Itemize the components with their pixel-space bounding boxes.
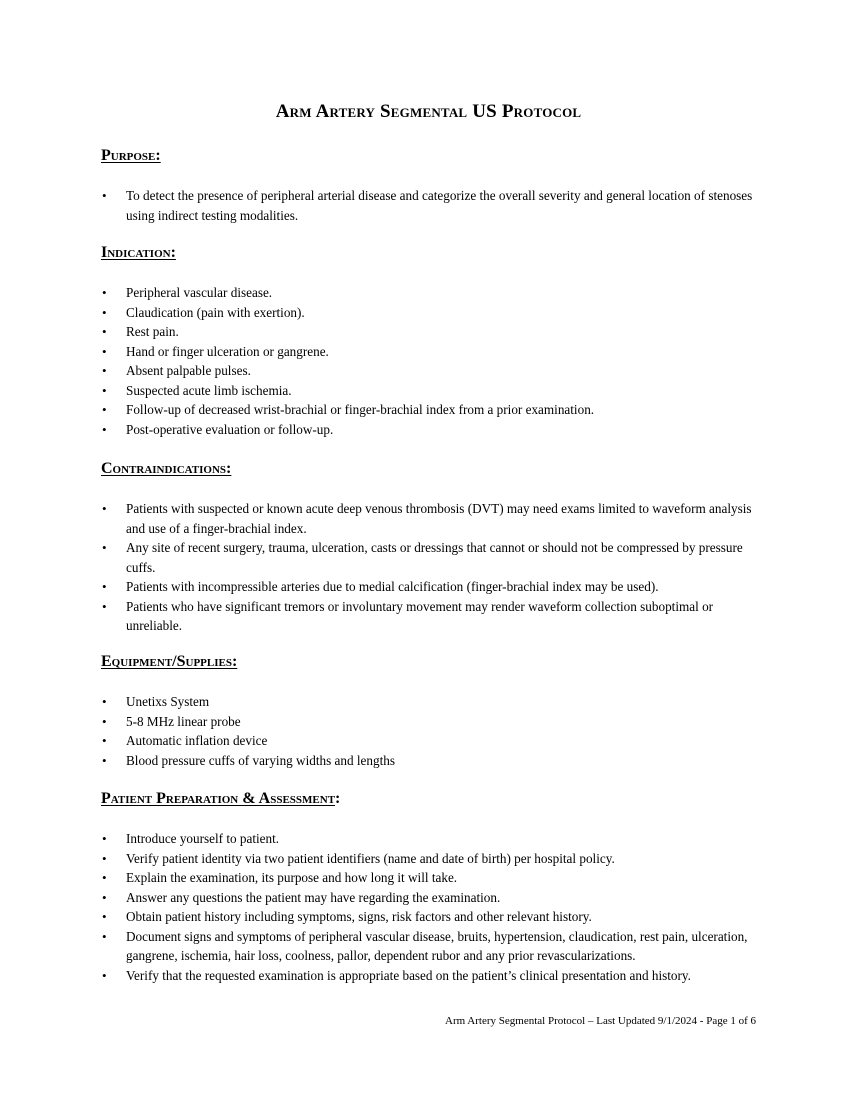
bullet-icon: •	[102, 285, 107, 300]
list-item	[101, 888, 761, 908]
bullet-icon: •	[102, 598, 107, 614]
bullet-icon: •	[102, 694, 107, 709]
purpose-section	[101, 147, 761, 223]
list-item-text: Automatic inflation device	[126, 733, 268, 748]
list-item-text: Claudication (pain with exertion).	[126, 304, 305, 320]
list-item	[101, 361, 761, 381]
list-item-text: Explain the examination, its purpose and how long it will take.	[126, 870, 458, 885]
equipment-section	[101, 653, 761, 768]
list-item-text: Any site of recent surgery, trauma, ulceration, casts or dressings that cannot or should not be compressed by pressure cuffs.	[126, 540, 743, 575]
page-footer: Arm Artery Segmental Protocol – Last Updated 9/1/2024 - Page 1 of 6	[445, 1015, 756, 1027]
list-item-text: Peripheral vascular disease.	[126, 285, 273, 300]
list-item-text: Patients who have significant tremors or involuntary movement may render waveform collection suboptimal or unreliable.	[126, 598, 714, 633]
list-item	[101, 420, 761, 440]
preparation-list	[101, 829, 761, 985]
list-item	[101, 927, 761, 966]
list-item	[101, 731, 761, 751]
list-item-text: Post-operative evaluation or follow-up.	[126, 421, 334, 437]
bullet-icon: •	[102, 928, 107, 944]
purpose-heading-text: Purpose:	[101, 147, 161, 164]
contraindications-list	[101, 499, 761, 636]
list-item-text: Introduce yourself to patient.	[126, 831, 280, 846]
list-item	[101, 966, 761, 986]
list-item	[101, 538, 761, 577]
list-item	[101, 283, 761, 303]
list-item-text: Answer any questions the patient may have regarding the examination.	[126, 889, 501, 905]
bullet-icon: •	[102, 967, 107, 983]
indication-heading	[101, 244, 761, 262]
contraindications-heading	[101, 460, 761, 478]
list-item-text: Follow-up of decreased wrist-brachial or finger-brachial index from a prior examination.	[126, 402, 595, 417]
list-item	[101, 186, 761, 225]
preparation-section	[101, 790, 761, 983]
list-item	[101, 829, 761, 849]
list-item	[101, 342, 761, 362]
equipment-list	[101, 692, 761, 770]
list-item-text: 5-8 MHz linear probe	[126, 713, 241, 729]
bullet-icon: •	[102, 579, 107, 594]
bullet-icon: •	[102, 304, 107, 320]
list-item	[101, 849, 761, 869]
indication-section	[101, 244, 761, 437]
bullet-icon: •	[102, 752, 107, 768]
preparation-heading-text: Patient Preparation & Assessment	[101, 790, 336, 807]
list-item	[101, 692, 761, 712]
list-item	[101, 907, 761, 927]
bullet-icon: •	[102, 402, 107, 417]
list-item-text: Absent palpable pulses.	[126, 363, 251, 378]
list-item	[101, 303, 761, 323]
bullet-icon: •	[102, 889, 107, 905]
list-item	[101, 381, 761, 401]
bullet-icon: •	[102, 733, 107, 748]
list-item-text: Unetixs System	[126, 694, 210, 709]
list-item	[101, 712, 761, 732]
list-item-text: Verify patient identity via two patient identifiers (name and date of birth) per hospital policy.	[126, 850, 615, 866]
preparation-heading-colon: :	[335, 790, 341, 807]
equipment-heading	[101, 653, 761, 671]
list-item-text: To detect the presence of peripheral arterial disease and categorize the overall severity and general location of stenoses using indirect testing modalities.	[126, 188, 753, 223]
list-item-text: Patients with suspected or known acute deep venous thrombosis (DVT) may need exams limited to waveform analysis and use of a finger-brachial index.	[126, 501, 752, 536]
bullet-icon: •	[102, 324, 107, 339]
bullet-icon: •	[102, 540, 107, 555]
document-title: Arm Artery Segmental US Protocol	[275, 101, 582, 122]
purpose-heading	[101, 147, 761, 165]
list-item-text: Patients with incompressible arteries due to medial calcification (finger-brachial index may be used).	[126, 579, 659, 594]
list-item-text: Blood pressure cuffs of varying widths and lengths	[126, 752, 395, 768]
equipment-heading-text: Equipment/Supplies:	[101, 653, 238, 670]
contraindications-heading-text: Contraindications:	[101, 460, 232, 477]
list-item	[101, 751, 761, 771]
preparation-heading	[101, 790, 761, 808]
list-item-text: Rest pain.	[126, 324, 179, 339]
list-item	[101, 597, 761, 636]
bullet-icon: •	[102, 713, 107, 729]
bullet-icon: •	[102, 850, 107, 866]
list-item	[101, 577, 761, 597]
list-item-text: Obtain patient history including symptoms, signs, risk factors and other relevant history.	[126, 909, 592, 924]
list-item-text: Document signs and symptoms of peripheral vascular disease, bruits, hypertension, claudication, rest pain, ulceration, gangrene, ischemia, hair loss, coolness, pallor, dependent rubor and any prior revascularizations.	[126, 928, 748, 963]
list-item	[101, 322, 761, 342]
bullet-icon: •	[102, 501, 107, 516]
purpose-list	[101, 186, 761, 225]
list-item-text: Suspected acute limb ischemia.	[126, 382, 292, 398]
indication-heading-text: Indication:	[101, 244, 176, 261]
bullet-icon: •	[102, 831, 107, 846]
bullet-icon: •	[102, 870, 107, 885]
list-item	[101, 499, 761, 538]
bullet-icon: •	[102, 382, 107, 398]
bullet-icon: •	[102, 188, 107, 203]
list-item	[101, 868, 761, 888]
list-item-text: Hand or finger ulceration or gangrene.	[126, 343, 329, 359]
bullet-icon: •	[102, 343, 107, 359]
bullet-icon: •	[102, 363, 107, 378]
bullet-icon: •	[102, 909, 107, 924]
list-item	[101, 400, 761, 420]
indication-list	[101, 283, 761, 439]
bullet-icon: •	[102, 421, 107, 437]
list-item-text: Verify that the requested examination is appropriate based on the patient’s clinical presentation and history.	[126, 967, 691, 983]
contraindications-section	[101, 460, 761, 633]
